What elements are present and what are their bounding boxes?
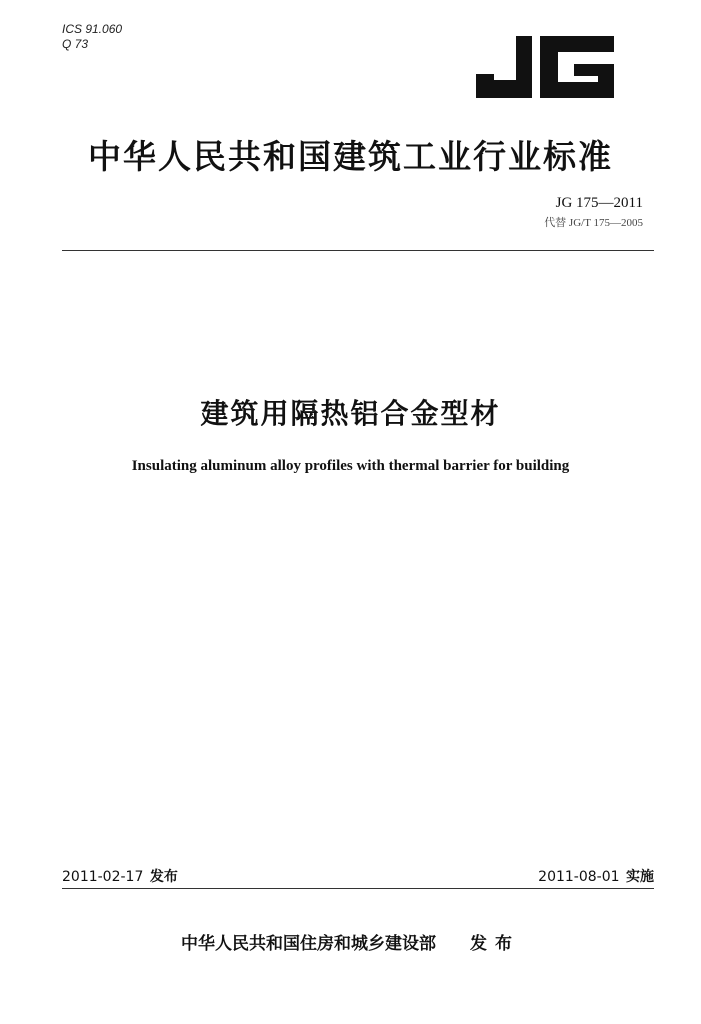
issue-date-label: 发布 [149,869,178,885]
document-title-cn: 建筑用隔热铝合金型材 [200,397,501,430]
issue-date-value: 2011-02-17 [62,869,144,885]
issuer-name: 中华人民共和国住房和城乡建设部 [181,934,436,954]
ccs-code: Q 73 [62,37,89,51]
top-divider [62,250,654,251]
document-title-en: Insulating aluminum alloy profiles with thermal barrier for building [131,458,570,474]
ics-code: ICS 91.060 [62,22,123,36]
standard-number: JG 175—2011 [555,195,643,211]
implementation-date [538,866,654,886]
standard-code-block [544,195,643,230]
issuer-action: 发布 [470,934,520,954]
replaced-standard: 代替 JG/T 175—2005 [544,217,643,229]
bottom-divider [62,888,654,889]
classification-codes [62,22,122,52]
implementation-date-label: 实施 [626,869,654,885]
issue-date [62,866,178,886]
standard-category-title: 中华人民共和国建筑工业行业标准 [88,137,613,176]
implementation-date-value: 2011-08-01 [538,869,620,885]
jg-logo [470,30,620,104]
issuing-authority [0,929,701,954]
